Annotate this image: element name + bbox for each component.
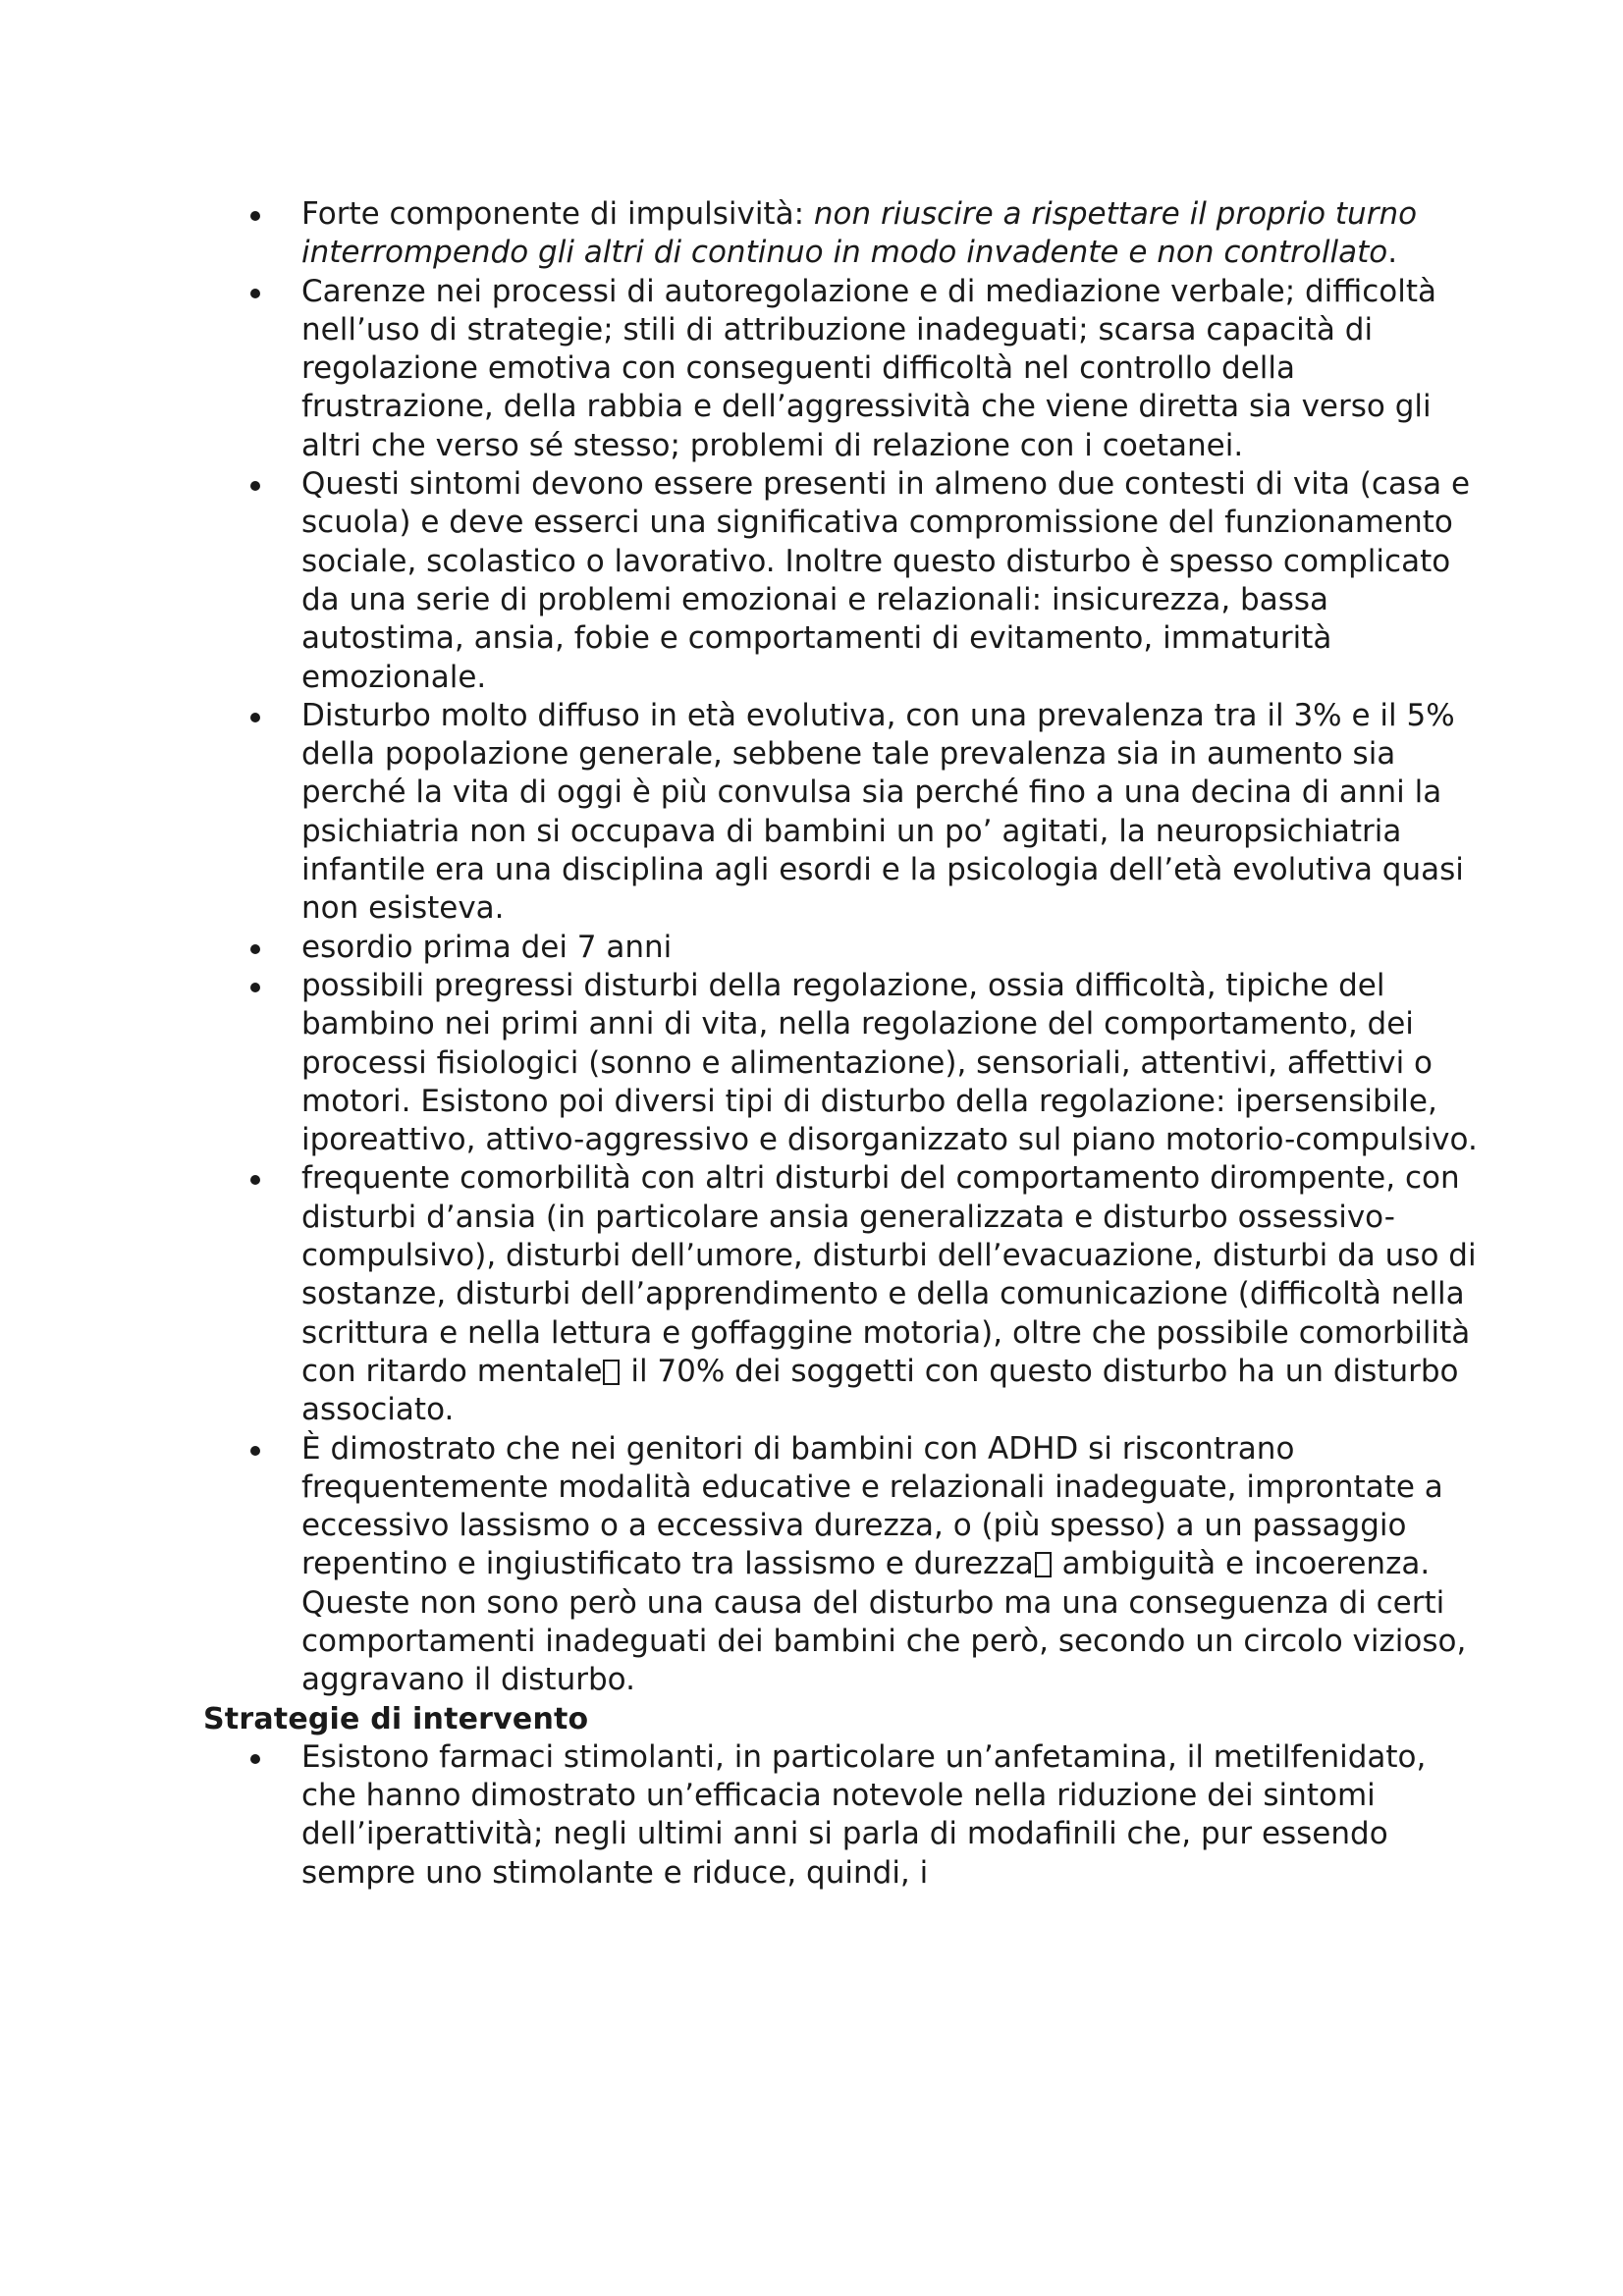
list-item bbox=[301, 1738, 1480, 1893]
list-item bbox=[301, 195, 1480, 273]
list-item bbox=[301, 465, 1480, 697]
item-text: Carenze nei processi di autoregolazione e di mediazione verbale; difficoltà nell’uso di strategie; stili di attribuzione inadeguati; scarsa capacità di regolazione emotiva con conseguenti difficoltà nel controllo della frustrazione, della rabbia e dell’aggressività che viene diretta sia verso gli altri che verso sé stesso; problemi di relazione con i coetanei. bbox=[301, 273, 1437, 463]
bullet-icon bbox=[250, 481, 260, 491]
bullet-icon bbox=[250, 944, 260, 954]
item-text-trail: . bbox=[1387, 235, 1398, 271]
symptoms-list bbox=[203, 195, 1480, 1700]
item-text: È dimostrato che nei genitori di bambini con ADHD si riscontrano frequentemente modalità educative e relazionali inadeguate, improntate a eccessivo lassismo o a eccessiva durezza, o (più spesso) a un passaggio repentino e ingiustificato tra lassismo e durezza bbox=[301, 1430, 1443, 1582]
item-text: possibili pregressi disturbi della regolazione, ossia difficoltà, tipiche del bambino nei primi anni di vita, nella regolazione del comportamento, dei processi fisiologici (sonno e alimentazione), sensoriali, attentivi, affettivi o motori. Esistono poi diversi tipi di disturbo della regolazione: ipersensibile, iporeattivo, attivo-aggressivo e disorganizzato sul piano motorio-compulsivo. bbox=[301, 967, 1478, 1158]
item-text: Forte componente di impulsività: bbox=[301, 196, 814, 232]
bullet-icon bbox=[250, 211, 260, 221]
list-item bbox=[301, 1159, 1480, 1429]
bullet-icon bbox=[250, 1446, 260, 1456]
list-item bbox=[301, 967, 1480, 1159]
bullet-icon bbox=[250, 983, 260, 992]
item-text: Disturbo molto diffuso in età evolutiva, con una prevalenza tra il 3% e il 5% della popolazione generale, sebbene tale prevalenza sia in aumento sia perché la vita di oggi è più convulsa sia perché fino a una decina di anni la psichiatria non si occupava di bambini un po’ agitati, la neuropsichiatria infantile era una disciplina agli esordi e la psicologia dell’età evolutiva quasi non esisteva. bbox=[301, 697, 1464, 927]
item-text-continued: il 70% dei soggetti con questo disturbo ha un disturbo associato. bbox=[301, 1353, 1459, 1428]
list-item bbox=[301, 697, 1480, 929]
list-item bbox=[301, 273, 1480, 465]
bullet-icon bbox=[250, 1754, 260, 1764]
item-text: esordio prima dei 7 anni bbox=[301, 929, 673, 965]
bullet-icon bbox=[250, 289, 260, 298]
missing-glyph-icon bbox=[603, 1360, 620, 1385]
item-text: frequente comorbilità con altri disturbi del comportamento dirompente, con disturbi d’ansia (in particolare ansia generalizzata e disturbo ossessivo-compulsivo), disturbi dell’umore, disturbi dell’evacuazione, disturbi da uso di sostanze, disturbi dell’apprendimento e della comunicazione (difficoltà nella scrittura e nella lettura e goffaggine motoria), oltre che possibile comorbilità con ritardo mentale bbox=[301, 1160, 1477, 1389]
list-item bbox=[301, 1430, 1480, 1700]
missing-glyph-icon bbox=[1035, 1552, 1052, 1577]
bullet-icon bbox=[250, 713, 260, 722]
section-heading: Strategie di intervento bbox=[203, 1701, 589, 1736]
item-text-continued: ambiguità e incoerenza. Queste non sono però una causa del disturbo ma una conseguenza di certi comportamenti inadeguati dei bambini che però, secondo un circolo vizioso, aggravano il disturbo. bbox=[301, 1546, 1467, 1698]
bullet-icon bbox=[250, 1175, 260, 1185]
item-text: Questi sintomi devono essere presenti in almeno due contesti di vita (casa e scuola) e deve esserci una significativa compromissione del funzionamento sociale, scolastico o lavorativo. Inoltre questo disturbo è spesso complicato da una serie di problemi emozionai e relazionali: insicurezza, bassa autostima, ansia, fobie e comportamenti di evitamento, immaturità emozionale. bbox=[301, 466, 1471, 695]
item-text: Esistono farmaci stimolanti, in particolare un’anfetamina, il metilfenidato, che hanno dimostrato un’efficacia notevole nella riduzione dei sintomi dell’iperattività; negli ultimi anni si parla di modafinili che, pur essendo sempre uno stimolante e riduce, quindi, i bbox=[301, 1738, 1427, 1891]
document-body bbox=[203, 195, 1480, 1893]
strategies-list bbox=[203, 1738, 1480, 1893]
list-item bbox=[301, 929, 1480, 967]
item-text-italic: non riuscire a rispettare il proprio turno interrompendo gli altri di continuo in modo invadente e non controllato bbox=[301, 196, 1418, 271]
